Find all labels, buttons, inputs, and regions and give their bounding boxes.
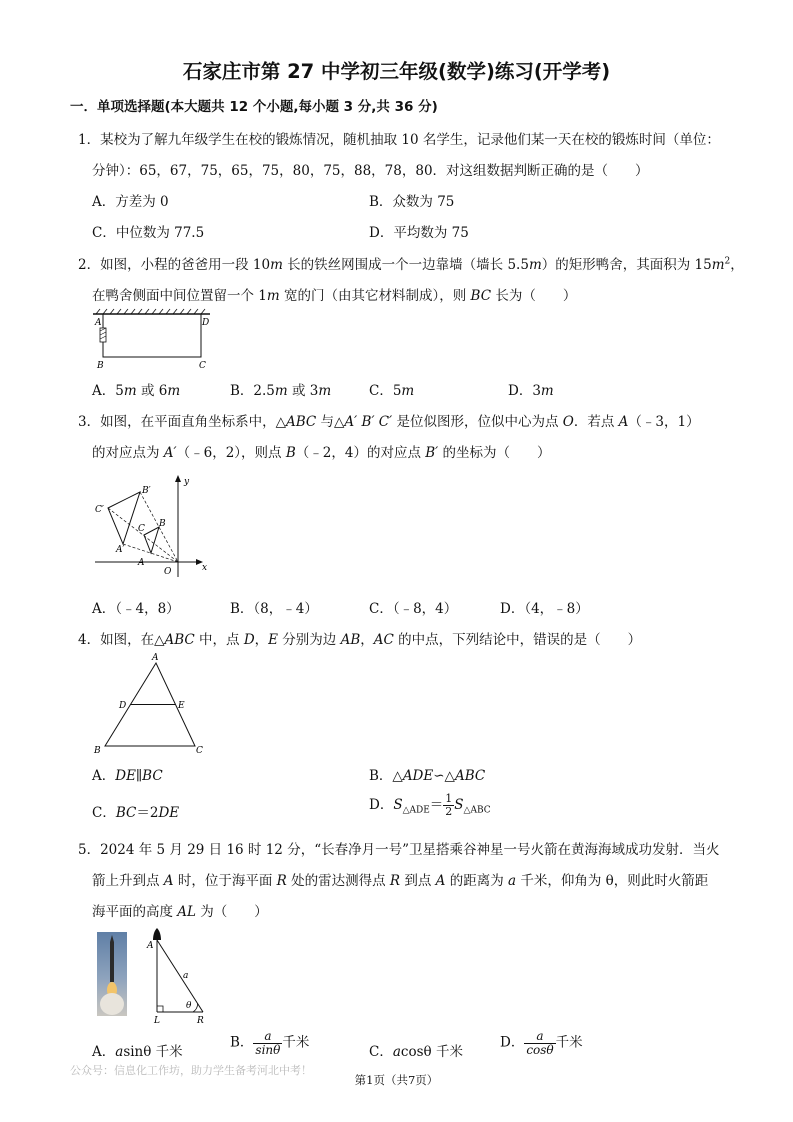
q3-option-c[interactable]: C．（﹣8，4） xyxy=(369,601,458,617)
q2-line1: 2．如图，小程的爸爸用一段 10m 长的铁丝网围成一个一边靠墙（墙长 5.5m）的矩形鸭舍，其面积为 $15m^2$， xyxy=(78,256,744,273)
svg-text:B: B xyxy=(94,746,101,756)
q2-option-a[interactable]: A．5m 或 6m xyxy=(92,383,181,399)
svg-text:A: A xyxy=(138,558,145,568)
q3-line2: 的对应点为 A′（﹣6，2），则点 B（﹣2，4）的对应点 B′ 的坐标为（ ） xyxy=(92,445,551,461)
q4-figure xyxy=(90,650,210,756)
q3-figure xyxy=(90,472,215,580)
q5-line3: 海平面的高度 AL 为（ ） xyxy=(92,904,268,920)
svg-text:a: a xyxy=(183,971,189,981)
svg-text:O: O xyxy=(164,567,172,577)
q3-line1: 3．如图，在平面直角坐标系中，△ABC 与△A′ B′ C′ 是位似图形，位似中心为点 O．若点 A（﹣3，1） xyxy=(78,414,700,430)
page-title: 石家庄市第 27 中学初三年级(数学)练习(开学考) xyxy=(182,60,611,83)
q2-option-d[interactable]: D．3m xyxy=(508,383,554,399)
svg-text:C′: C′ xyxy=(95,505,104,515)
svg-text:E: E xyxy=(178,701,185,711)
svg-text:D: D xyxy=(202,318,210,328)
page-number: 第1页（共7页） xyxy=(354,1073,439,1087)
q3-option-b[interactable]: B．（8，﹣4） xyxy=(230,601,318,617)
door-icon xyxy=(100,328,106,342)
q2-line2: 在鸭舍侧面中间位置留一个 1m 宽的门（由其它材料制成），则 BC 长为（ ） xyxy=(92,288,577,304)
svg-text:B′: B′ xyxy=(142,486,151,496)
svg-text:D: D xyxy=(119,701,127,711)
svg-text:y: y xyxy=(184,477,190,487)
q3-option-a[interactable]: A．（﹣4，8） xyxy=(92,601,180,617)
svg-text:C: C xyxy=(196,746,203,756)
q4-option-a[interactable]: A．DE∥BC xyxy=(92,768,163,784)
rocket-photo xyxy=(97,932,127,1016)
q5-option-a[interactable]: A．asinθ 千米 xyxy=(92,1044,183,1060)
q1-option-a[interactable]: A．方差为 0 xyxy=(92,194,169,210)
q4-option-b[interactable]: B．△ADE∽△ABC xyxy=(369,768,486,784)
q4-option-d[interactable]: D．$S_{\triangle ADE}=$ $\frac{1}{2}$ $S_{\triangle ABC}$ xyxy=(369,792,491,818)
svg-text:R: R xyxy=(197,1016,204,1026)
q2-option-b[interactable]: B．2.5m 或 3m xyxy=(230,383,332,399)
svg-text:θ: θ xyxy=(186,1001,192,1011)
q4-line1: 4．如图，在△ABC 中，点 D，E 分别为边 AB，AC 的中点，下列结论中，错误的是（ ） xyxy=(78,632,642,648)
q1-line2: 分钟）：65，67，75，65，75，80，75，88，78，80．对这组数据判断正确的是（ ） xyxy=(92,163,649,179)
svg-text:L: L xyxy=(154,1016,160,1026)
svg-text:A: A xyxy=(152,653,159,663)
svg-text:x: x xyxy=(202,563,208,573)
svg-text:A: A xyxy=(95,318,102,328)
q1-option-c[interactable]: C．中位数为 77.5 xyxy=(92,225,205,241)
watermark-text: 公众号：信息化工作坊，助力学生备考河北中考！ xyxy=(70,1064,312,1077)
svg-text:A: A xyxy=(147,941,154,951)
svg-text:B: B xyxy=(159,519,166,529)
svg-text:A′: A′ xyxy=(116,545,125,555)
q1-line1: 1．某校为了解九年级学生在校的锻炼情况，随机抽取 10 名学生，记录他们某一天在校的锻炼时间（单位： xyxy=(78,132,720,148)
q4-option-c[interactable]: C．BC＝2DE xyxy=(92,805,180,821)
q5-option-c[interactable]: C．acosθ 千米 xyxy=(369,1044,463,1060)
q2-figure xyxy=(88,306,218,372)
q5-figure xyxy=(140,926,220,1028)
q3-option-d[interactable]: D．（4，﹣8） xyxy=(500,601,589,617)
q5-line1: 5．2024 年 5 月 29 日 16 时 12 分，“长春净月一号”卫星搭乘谷神星一号火箭在黄海海域成功发射．当火 xyxy=(78,842,720,858)
svg-text:B: B xyxy=(97,361,104,371)
q1-option-b[interactable]: B．众数为 75 xyxy=(369,194,455,210)
q5-line2: 箭上升到点 A 时，位于海平面 R 处的雷达测得点 R 到点 A 的距离为 a 千米，仰角为 θ，则此时火箭距 xyxy=(92,873,709,889)
q2-option-c[interactable]: C．5m xyxy=(369,383,415,399)
q1-option-d[interactable]: D．平均数为 75 xyxy=(369,225,469,241)
rocket-icon xyxy=(153,928,161,940)
section-heading: 一．单项选择题(本大题共 12 个小题,每小题 3 分,共 36 分) xyxy=(70,99,438,115)
q5-option-b[interactable]: B． $\frac{a}{\sin\theta}$ 千米 xyxy=(230,1029,310,1057)
q5-option-d[interactable]: D． $\frac{a}{\cos\theta}$ 千米 xyxy=(500,1029,583,1057)
svg-text:C: C xyxy=(199,361,206,371)
svg-text:C: C xyxy=(138,524,145,534)
